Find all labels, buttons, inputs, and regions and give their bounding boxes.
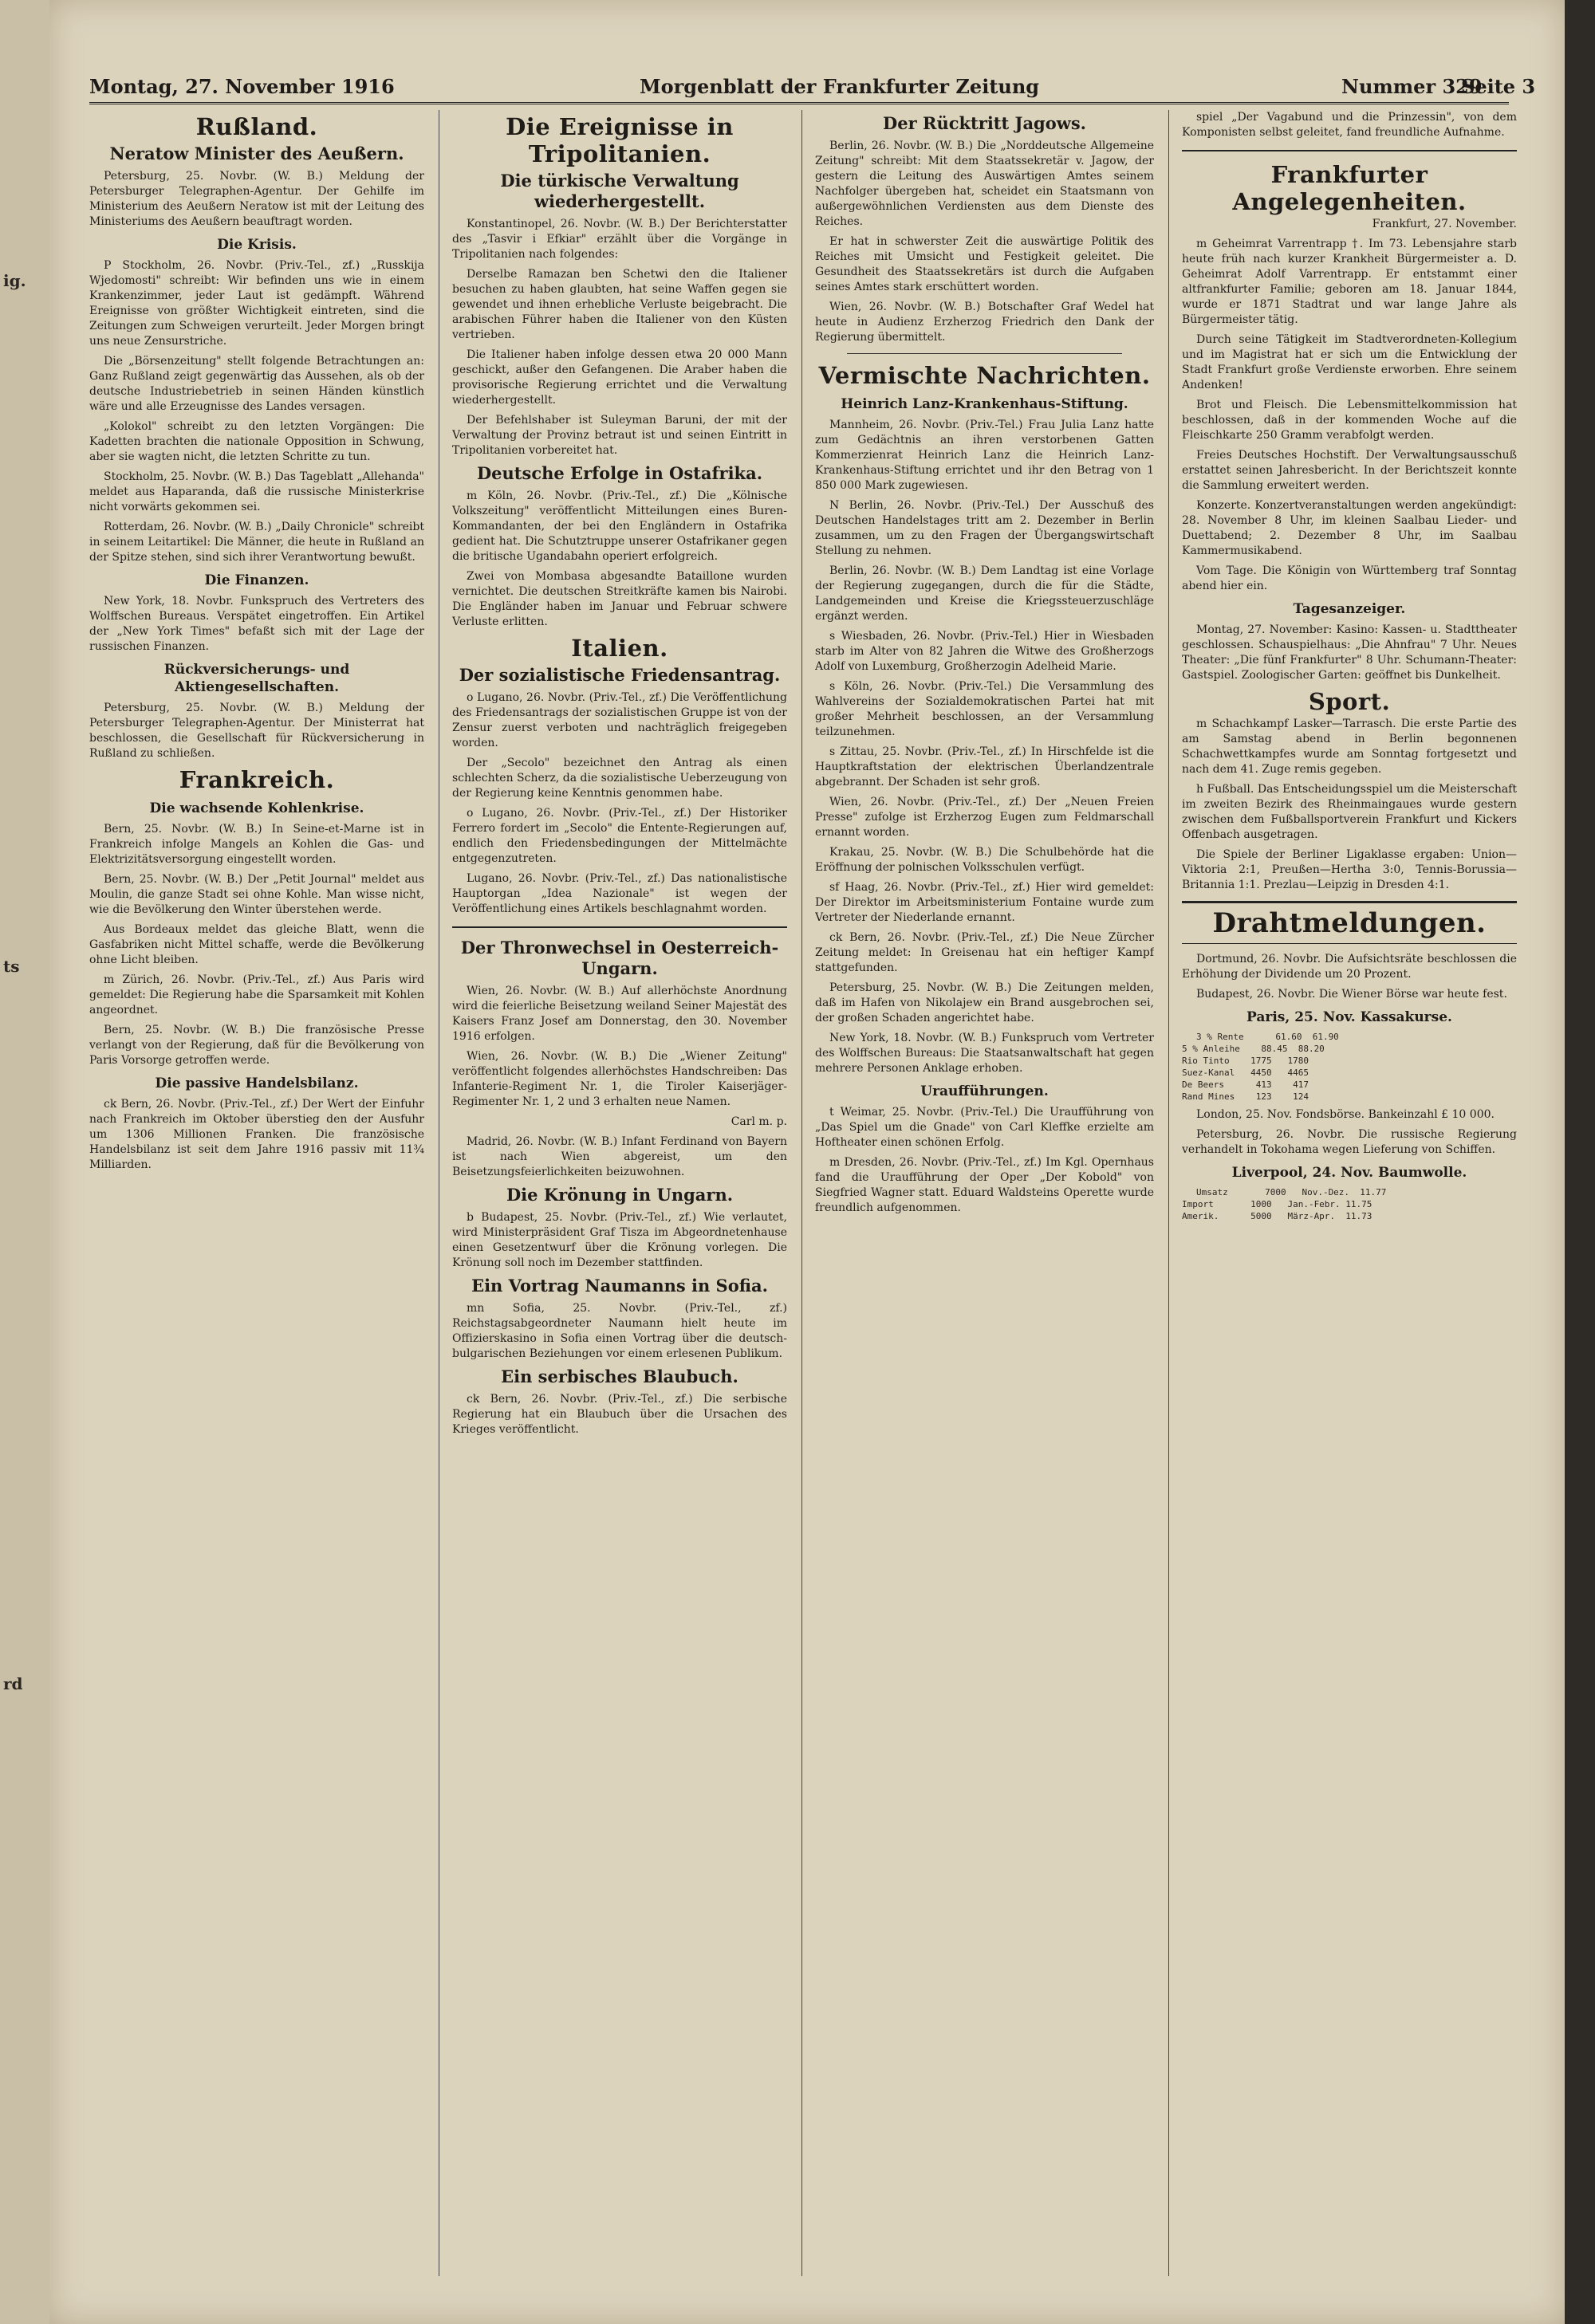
article-text: Derselbe Ramazan ben Schetwi den die Italiener besuchen zu haben glaubten, hat seine Waffen gegen sie gewendet und ihnen erhebliche Verluste beigebracht. Die arabischen Führer haben die Italiener von den Küsten vertrieben. (452, 268, 787, 341)
article-headline: Der Rücktritt Jagows. (883, 113, 1086, 133)
article-headline: Die passive Handelsbilanz. (155, 1075, 359, 1091)
article-text: Dortmund, 26. Novbr. Die Aufsichtsräte beschlossen die Erhöhung der Dividende um 20 Prozent. (1182, 953, 1517, 981)
header-page: Seite 3 (1461, 75, 1536, 98)
article-text: Montag, 27. November: Kasino: Kassen- u. Stadttheater geschlossen. Schauspielhaus: „Die Ahnfrau" 7 Uhr. Neues Theater: „Die fünf Frankfurter" 8 Uhr. Schumann-Theater: Gastspiel. Zoologischer Garten: geöffnet bis Dunkelheit. (1182, 623, 1517, 682)
article-text: Der „Secolo" bezeichnet den Antrag als einen schlechten Scherz, da die sozialistische Ueberzeugung von der Regierung keine Kenntnis genommen habe. (452, 757, 787, 800)
article-text: m Köln, 26. Novbr. (Priv.-Tel., zf.) Die „Kölnische Volkszeitung" veröffentlicht Mitteilungen eines Buren-Kommandanten, der bei den Engländern in Ostafrika gedient hat. Die Schutztruppe unserer Ostafrikaner gegen die britische Ugandabahn operiert erfolgreich. (452, 490, 787, 563)
divider (452, 926, 787, 928)
article-text: Konstantinopel, 26. Novbr. (W. B.) Der Berichterstatter des „Tasvir i Efkiar" erzählt über die Vorgänge in Tripolitanien nach folgendes: (452, 218, 787, 261)
article-text: Die Spiele der Berliner Ligaklasse ergaben: Union—Viktoria 2:1, Preußen—Hertha 3:0, Tennis-Borussia—Britannia 1:1. Prezlau—Leipzig in Dresden 4:1. (1182, 848, 1517, 891)
article-text: h Fußball. Das Entscheidungsspiel um die Meisterschaft im zweiten Bezirk des Rheinmaingaues wurde gestern zwischen dem Fußballsportverein Frankfurt und Kickers Offenbach ausgetragen. (1182, 783, 1517, 841)
article-text: Durch seine Tätigkeit im Stadtverordneten-Kollegium und im Magistrat hat er sich um die Entwicklung der Stadt Frankfurt große Verdienste erworben. Ehre seinem Andenken! (1182, 333, 1517, 391)
section-heading: Italien. (571, 635, 668, 662)
article-text: N Berlin, 26. Novbr. (Priv.-Tel.) Der Ausschuß des Deutschen Handelstages tritt am 2. Dezember in Berlin zusammen, um zu den Fragen der Übergangswirtschaft Stellung zu nehmen. (815, 499, 1154, 557)
article-text: Budapest, 26. Novbr. Die Wiener Börse war heute fest. (1196, 988, 1507, 1001)
section-heading: Frankreich. (179, 766, 335, 793)
article-text: Petersburg, 26. Novbr. Die russische Regierung verhandelt in Tokohama wegen Lieferung von Schiffen. (1182, 1128, 1517, 1156)
article-text: Vom Tage. Die Königin von Württemberg traf Sonntag abend hier ein. (1182, 564, 1517, 592)
article-headline: Die wachsende Kohlenkrise. (149, 800, 364, 816)
article-text: Stockholm, 25. Novbr. (W. B.) Das Tageblatt „Allehanda" meldet aus Haparanda, daß die russische Ministerkrise nicht vorwärts gekommen sei. (89, 470, 424, 513)
dateline: Frankfurt, 27. November. (1372, 218, 1517, 230)
article-text: sf Haag, 26. Novbr. (Priv.-Tel., zf.) Hier wird gemeldet: Der Direktor im Arbeitsministerium Fontaine wurde zum Vertreter der Niederlande ernannt. (815, 881, 1154, 924)
article-text: P Stockholm, 26. Novbr. (Priv.-Tel., zf.) „Russkija Wjedomosti" schreibt: Wir befinden uns wie in einem Krankenzimmer, jeder Laut ist gedämpft. Während Ereignisse von größter Wichtigkeit eintreten, sind die Zeitungen zum Schweigen verurteilt. Jeder Morgen bringt uns neue Zensurstriche. (89, 259, 424, 348)
article-text: Lugano, 26. Novbr. (Priv.-Tel., zf.) Das nationalistische Hauptorgan „Idea Nazionale" ist wegen der Veröffentlichung eines Artikels beschlagnahmt worden. (452, 872, 787, 915)
article-text: Mannheim, 26. Novbr. (Priv.-Tel.) Frau Julia Lanz hatte zum Gedächtnis an ihren verstorbenen Gatten Kommerzienrat Heinrich Lanz die Heinrich Lanz-Krankenhaus-Stiftung errichtet und ihr den Betrag von 1 850 000 Mark zugewiesen. (815, 419, 1154, 492)
article-headline: Der sozialistische Friedensantrag. (459, 665, 781, 685)
adjacent-fragment: rd (3, 1674, 23, 1693)
article-text: London, 25. Nov. Fondsbörse. Bankeinzahl £ 10 000. (1196, 1108, 1495, 1121)
article-text: Petersburg, 25. Novbr. (W. B.) Meldung der Petersburger Telegraphen-Agentur. Der Gehilfe im Ministerium des Aeußern Neratow ist mit der Leitung des Ministeriums des Aeußern beauftragt worden. (89, 170, 424, 228)
article-headline: Die Ereignisse in Tripolitanien. (506, 113, 734, 167)
article-text: Die „Börsenzeitung" stellt folgende Betrachtungen an: Ganz Rußland zeigt gegenwärtig das Aussehen, als ob der deutsche Industriebetrieb in seinen Händen künstlich wäre und alle Erzeugnisse des Landes versagen. (89, 355, 424, 413)
article-text: Wien, 26. Novbr. (W. B.) Auf allerhöchste Anordnung wird die feierliche Beisetzung weiland Seiner Majestät des Kaisers Franz Josef am Donnerstag, den 30. November 1916 erfolgen. (452, 985, 787, 1043)
divider (847, 353, 1122, 354)
article-text: Wien, 26. Novbr. (W. B.) Botschafter Graf Wedel hat heute in Audienz Erzherzog Friedrich den Dank der Regierung übermittelt. (815, 301, 1154, 344)
table-heading: Paris, 25. Nov. Kassakurse. (1246, 1009, 1452, 1025)
article-text: s Köln, 26. Novbr. (Priv.-Tel.) Die Versammlung des Wahlvereins der Sozialdemokratischen Partei hat mit großer Mehrheit beschlossen, an der Versammlung teilzunehmen. (815, 680, 1154, 738)
section-heading: Rußland. (195, 113, 318, 140)
column-rule (801, 110, 802, 2276)
article-headline: Die Krönung in Ungarn. (506, 1185, 734, 1205)
article-text: ck Bern, 26. Novbr. (Priv.-Tel., zf.) Die Neue Zürcher Zeitung meldet: In Greisenau hat ein heftiger Kampf stattgefunden. (815, 931, 1154, 974)
article-text: m Dresden, 26. Novbr. (Priv.-Tel., zf.) Im Kgl. Opernhaus fand die Uraufführung der Oper „Der Kobold" von Siegfried Wagner statt. Eduard Waldsteins Operette wurde freundlich aufgenommen. (815, 1156, 1154, 1214)
article-text: New York, 18. Novbr. Funkspruch des Vertreters des Wolffschen Bureaus. Verspätet eingetroffen. Ein Artikel der „New York Times" befaßt sich mit der Lage der russischen Finanzen. (89, 595, 424, 653)
article-text: Wien, 26. Novbr. (W. B.) Die „Wiener Zeitung" veröffentlicht folgendes allerhöchstes Handschreiben: Das Infanterie-Regiment Nr. 1, die Tiroler Kaiserjäger-Regimenter Nr. 1, 2 und 3 erhalten neue Namen. (452, 1050, 787, 1108)
article-text: Wien, 26. Novbr. (Priv.-Tel., zf.) Der „Neuen Freien Presse" zufolge ist Erzherzog Eugen zum Feldmarschall ernannt worden. (815, 796, 1154, 839)
column-rule (1168, 110, 1169, 2276)
article-text: s Zittau, 25. Novbr. (Priv.-Tel., zf.) In Hirschfelde ist die Hauptkraftstation der elektrischen Überlandzentrale abgebrannt. Der Schaden ist sehr groß. (815, 745, 1154, 788)
article-text: „Kolokol" schreibt zu den letzten Vorgängen: Die Kadetten brachten die nationale Opposition in Schwung, aber sie wagten nicht, die letzten Schritte zu tun. (89, 420, 424, 463)
article-subheadline: Die türkische Verwaltung wiederhergestellt. (500, 171, 739, 211)
article-headline: Ein serbisches Blaubuch. (501, 1366, 738, 1386)
article-text: Er hat in schwerster Zeit die auswärtige Politik des Reiches mit Umsicht und Festigkeit geleitet. Die Gesundheit des Staatssekretärs ist durch die Aufgaben seines Amtes stark erschüttert worden. (815, 235, 1154, 293)
article-text: Krakau, 25. Novbr. (W. B.) Die Schulbehörde hat die Eröffnung der polnischen Volksschulen verfügt. (815, 846, 1154, 874)
adjacent-page-edge (0, 0, 52, 2324)
drahtmeldungen-box (1182, 901, 1517, 944)
signature: Carl m. p. (731, 1115, 787, 1128)
article-text: Berlin, 26. Novbr. (W. B.) Dem Landtag ist eine Vorlage der Regierung zugegangen, durch die für die Städte, Landgemeinden und Kreise die Kriegssteuerzuschläge ergänzt werden. (815, 564, 1154, 623)
article-headline: Die Krisis. (217, 237, 297, 253)
article-text: Bern, 25. Novbr. (W. B.) Der „Petit Journal" meldet aus Moulin, die ganze Stadt sei ohne Kohle. Man wisse nicht, wie die Bevölkerung den Winter überstehen werde. (89, 873, 424, 916)
section-heading: Vermischte Nachrichten. (818, 362, 1151, 389)
article-headline: Rückversicherungs- und Aktiengesellschaften. (163, 662, 350, 695)
article-text: Zwei von Mombasa abgesandte Bataillone wurden vernichtet. Die deutschen Streitkräfte kamen bis Nairobi. Die Engländer haben im Januar und Februar schwere Verluste erlitten. (452, 570, 787, 628)
section-heading: Drahtmeldungen. (1212, 907, 1487, 939)
section-heading: Frankfurter Angelegenheiten. (1232, 161, 1467, 215)
article-headline: Uraufführungen. (920, 1083, 1049, 1099)
article-text: Konzerte. Konzertveranstaltungen werden angekündigt: 28. November 8 Uhr, im kleinen Saalbau Lieder- und Duettabend; 2. Dezember 8 Uhr, im Saalbau Kammermusikabend. (1182, 499, 1517, 557)
article-text: m Geheimrat Varrentrapp †. Im 73. Lebensjahre starb heute früh nach kurzer Krankheit Bürgermeister a. D. Geheimrat Adolf Varrentrapp. Er entstammt einer altfrankfurter Familie; geboren am 18. Januar 1844, wurde er 1871 Stadtrat und war lange Jahre als Bürgermeister tätig. (1182, 238, 1517, 326)
divider (1182, 150, 1517, 151)
article-text: Madrid, 26. Novbr. (W. B.) Infant Ferdinand von Bayern ist nach Wien abgereist, um den Beisetzungsfeierlichkeiten beizuwohnen. (452, 1135, 787, 1178)
article-text: m Schachkampf Lasker—Tarrasch. Die erste Partie des am Samstag abend in Berlin begonnenen Schachwettkampfes wurde am Sonntag fortgesetzt und nach dem 41. Zuge remis gegeben. (1182, 718, 1517, 776)
column-3 (815, 110, 1154, 2292)
article-text: b Budapest, 25. Novbr. (Priv.-Tel., zf.) Wie verlautet, wird Ministerpräsident Graf Tisza im Abgeordnetenhause einen Gesetzentwurf über die Krönung vorlegen. Die Krönung soll noch im Dezember stattfinden. (452, 1211, 787, 1269)
header-masthead: Morgenblatt der Frankfurter Zeitung (640, 75, 1040, 98)
article-text: Der Befehlshaber ist Suleyman Baruni, der mit der Verwaltung der Provinz betraut ist und seinen Eintritt in Tripolitanien vorbereitet hat. (452, 414, 787, 457)
article-text: o Lugano, 26. Novbr. (Priv.-Tel., zf.) Die Veröffentlichung des Friedensantrags der sozialistischen Gruppe ist von der Zensur zuerst verboten und nachträglich freigegeben worden. (452, 691, 787, 749)
column-2 (452, 110, 787, 2292)
article-text: Freies Deutsches Hochstift. Der Verwaltungsausschuß erstattet seinen Jahresbericht. In der Berichtszeit konnte die Sammlung erweitert werden. (1182, 449, 1517, 492)
article-text: m Zürich, 26. Novbr. (Priv.-Tel., zf.) Aus Paris wird gemeldet: Die Regierung habe die Sparsamkeit mit Kohlen angeordnet. (89, 973, 424, 1017)
cotton-table: Umsatz 7000 Nov.-Dez. 11.77 Import 1000 Jan.-Febr. 11.75 Amerik. 5000 März-Apr. 11.73 (1182, 1187, 1387, 1221)
article-headline: Neratow Minister des Aeußern. (109, 144, 404, 163)
article-headline: Tagesanzeiger. (1293, 601, 1406, 617)
newspaper-page (49, 0, 1565, 2324)
article-text: Bern, 25. Novbr. (W. B.) Die französische Presse verlangt von der Regierung, daß für die Bevölkerung von Paris Vorsorge getroffen werde. (89, 1024, 424, 1067)
binding-edge (1565, 0, 1595, 2324)
header-date: Montag, 27. November 1916 (89, 75, 395, 98)
article-headline: Deutsche Erfolge in Ostafrika. (476, 463, 763, 483)
header-number: Nummer 329 (1341, 75, 1483, 98)
article-text: spiel „Der Vagabund und die Prinzessin", von dem Komponisten selbst geleitet, fand freundliche Aufnahme. (1182, 111, 1517, 139)
stock-table: 3 % Rente 61.60 61.90 5 % Anleihe 88.45 88.20 Rio Tinto 1775 1780 Suez-Kanal 4450 4465 De Beers 413 417 Rand Mines 123 124 (1182, 1032, 1339, 1102)
article-text: mn Sofia, 25. Novbr. (Priv.-Tel., zf.) Reichstagsabgeordneter Naumann hielt heute im Offizierskasino in Sofia einen Vortrag über die deutsch-bulgarischen Beziehungen vor einem erlesenen Publikum. (452, 1302, 787, 1360)
article-text: ck Bern, 26. Novbr. (Priv.-Tel., zf.) Die serbische Regierung hat ein Blaubuch über die Ursachen des Krieges veröffentlicht. (452, 1393, 787, 1436)
column-4 (1182, 110, 1517, 2292)
article-text: o Lugano, 26. Novbr. (Priv.-Tel., zf.) Der Historiker Ferrero fordert im „Secolo" die Entente-Regierungen auf, endlich den Friedensbedingungen der Mittelmächte entgegenzutreten. (452, 807, 787, 865)
section-heading: Sport. (1308, 688, 1391, 715)
article-headline: Die Finanzen. (204, 572, 309, 588)
article-text: ck Bern, 26. Novbr. (Priv.-Tel., zf.) Der Wert der Einfuhr nach Frankreich im Oktober überstieg den der Ausfuhr um 1306 Millionen Franken. Die französische Handelsbilanz ist seit dem Jahre 1916 passiv mit 11¾ Milliarden. (89, 1098, 424, 1171)
article-text: Petersburg, 25. Novbr. (W. B.) Meldung der Petersburger Telegraphen-Agentur. Der Ministerrat hat beschlossen, die Gesellschaft für Rückversicherung in Rußland zu schließen. (89, 702, 424, 760)
article-text: Petersburg, 25. Novbr. (W. B.) Die Zeitungen melden, daß im Hafen von Nikolajew ein Brand ausgebrochen sei, der großen Schaden angerichtet habe. (815, 981, 1154, 1024)
article-headline: Heinrich Lanz-Krankenhaus-Stiftung. (841, 396, 1128, 412)
adjacent-fragment: ts (3, 957, 20, 976)
article-text: Die Italiener haben infolge dessen etwa 20 000 Mann geschickt, außer den Gefangenen. Die Araber haben die provisorische Regierung errichtet und die Verwaltung wiederhergestellt. (452, 348, 787, 407)
article-text: t Weimar, 25. Novbr. (Priv.-Tel.) Die Uraufführung von „Das Spiel um die Gnade" von Carl Kleffke erzielte am Hoftheater einen schönen Erfolg. (815, 1106, 1154, 1149)
article-text: Aus Bordeaux meldet das gleiche Blatt, wenn die Gasfabriken nicht Mittel schaffe, werde die Bevölkerung ohne Licht bleiben. (89, 923, 424, 966)
article-text: s Wiesbaden, 26. Novbr. (Priv.-Tel.) Hier in Wiesbaden starb im Alter von 82 Jahren die Witwe des Großherzogs Adolf von Luxemburg, Großherzogin Adelheid Marie. (815, 630, 1154, 673)
article-text: Brot und Fleisch. Die Lebensmittelkommission hat beschlossen, daß in der kommenden Woche auf die Fleischkarte 250 Gramm verabfolgt werden. (1182, 399, 1517, 442)
page-header (89, 70, 1536, 104)
article-text: Rotterdam, 26. Novbr. (W. B.) „Daily Chronicle" schreibt in seinem Leitartikel: Die Männer, die heute in Rußland an der Spitze stehen, sind sich ihrer Verantwortung bewußt. (89, 521, 424, 564)
table-heading: Liverpool, 24. Nov. Baumwolle. (1231, 1165, 1467, 1181)
article-headline: Ein Vortrag Naumanns in Sofia. (471, 1276, 768, 1296)
article-text: Bern, 25. Novbr. (W. B.) In Seine-et-Marne ist in Frankreich infolge Mangels an Kohlen die Gas- und Elektrizitätsversorgung eingestellt worden. (89, 823, 424, 866)
article-text: Berlin, 26. Novbr. (W. B.) Die „Norddeutsche Allgemeine Zeitung" schreibt: Mit dem Staatssekretär v. Jagow, der gestern die Leitung des Auswärtigen Amtes seinem Nachfolger übergeben hat, scheidet ein Staatsmann von außergewöhnlichen Verdiensten aus dem Dienste des Reiches. (815, 140, 1154, 228)
article-text: New York, 18. Novbr. (W. B.) Funkspruch vom Vertreter des Wolffschen Bureaus: Die Staatsanwaltschaft hat gegen mehrere Personen Anklage erhoben. (815, 1032, 1154, 1075)
column-1 (89, 110, 424, 2292)
adjacent-fragment: ig. (3, 271, 26, 290)
article-headline: Der Thronwechsel in Oesterreich-Ungarn. (460, 938, 779, 978)
